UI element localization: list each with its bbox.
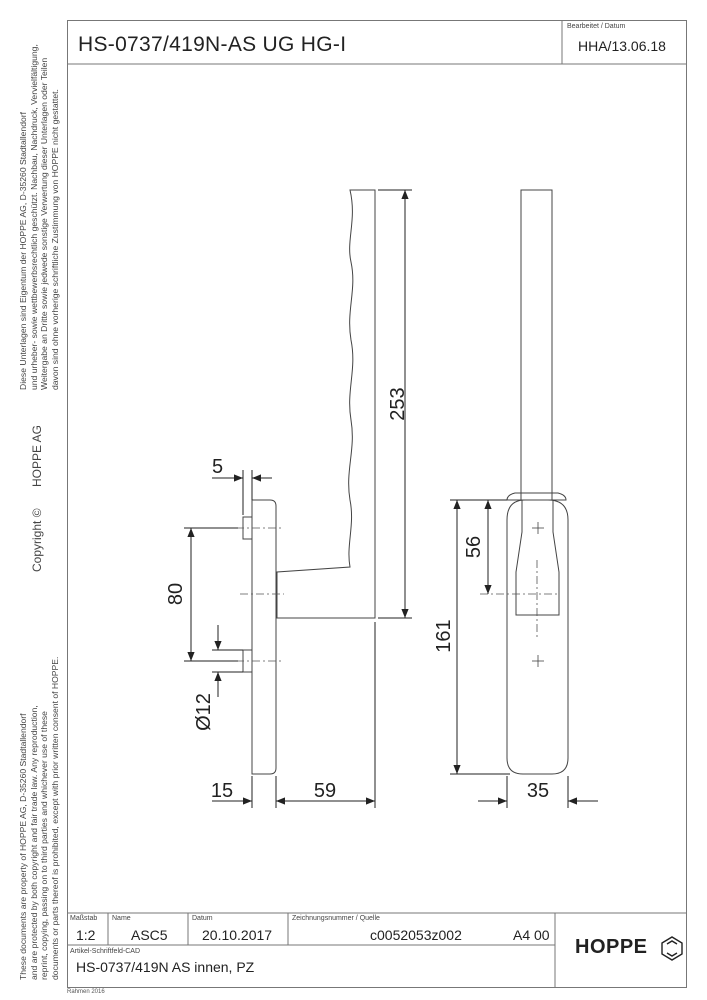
footer-note: Rahmen 2016 [67, 989, 105, 995]
dim-label-56: 56 [463, 535, 485, 559]
handle-lever-profile [277, 190, 375, 618]
lever-neck-front [516, 500, 559, 615]
logo-inner-mark [667, 941, 677, 956]
dim-label-15: 15 [210, 780, 234, 802]
side-text-de-line: Diese Unterlagen sind Eigentum der HOPPE AG, D-35260 Stadtallendorf [18, 111, 28, 390]
side-view [243, 190, 375, 774]
dim-label-59: 59 [313, 780, 337, 802]
rose-plate-profile [252, 500, 276, 774]
hoppe-logo-text: HOPPE [575, 936, 648, 958]
scale-label: Maßstab [70, 915, 98, 922]
dim-56 [482, 500, 507, 594]
scale-value: 1:2 [76, 927, 96, 943]
drawing-number-value: c0052053z002 [370, 927, 462, 943]
dim-80 [184, 528, 238, 661]
centerlines-front [480, 560, 560, 640]
dim-label-161: 161 [433, 619, 455, 653]
rose-front [507, 500, 568, 774]
edited-value: HHA/13.06.18 [578, 38, 666, 54]
neck-flare [507, 493, 566, 500]
dim-label-80: 80 [165, 582, 187, 606]
side-copyright: Copyright © [30, 508, 44, 572]
side-text-en-line: documents or parts thereof is prohibited, except with prior written consent of HOPPE. [49, 656, 60, 980]
side-text-en-line: and are protected by both copyright and fair trade law. Any reproduction, [28, 705, 39, 980]
name-value: ASC5 [131, 927, 168, 943]
format-value: A4 00 [513, 927, 550, 943]
screw-marks [532, 522, 544, 667]
name-label: Name [112, 915, 131, 922]
dim-label-d12: Ø12 [193, 693, 215, 731]
article-value: HS-0737/419N AS innen, PZ [76, 959, 255, 975]
date-label: Datum [192, 915, 213, 922]
date-value: 20.10.2017 [202, 927, 273, 943]
side-text-en-line: These documents are property of HOPPE AG, D-35260 Stadtallendorf [18, 713, 28, 980]
article-label: Artikel-Schriftfeld-CAD [70, 948, 141, 955]
side-hoppe-ag: HOPPE AG [30, 424, 44, 487]
side-text-de-line: und urheber- sowie wettbewerbsrechtlich geschützt. Nachbau, Nachdruck, Vervielfältigung, [28, 44, 39, 390]
drawing-number-label: Zeichnungsnummer / Quelle [292, 915, 380, 922]
dim-label-5: 5 [212, 456, 224, 478]
side-text-de-line: Weitergabe an Dritte sowie jedwede sonstige Verwertung dieser Unterlagen oder Teilen [39, 57, 50, 390]
handle-shaft-front [521, 190, 552, 500]
side-text-en-line: reprint, copying, passing on to third parties and whichever use of these [39, 711, 50, 980]
hoppe-logo-symbol [662, 937, 682, 960]
dim-label-253: 253 [387, 387, 409, 421]
edited-label: Bearbeitet / Datum [567, 23, 626, 30]
dim-label-35: 35 [526, 780, 550, 802]
side-text-de-line: davon sind ohne vorherige schriftliche Zustimmung von HOPPE nicht gestattet. [49, 89, 60, 390]
page-title: HS-0737/419N-AS UG HG-I [78, 33, 347, 56]
front-view [507, 190, 568, 774]
